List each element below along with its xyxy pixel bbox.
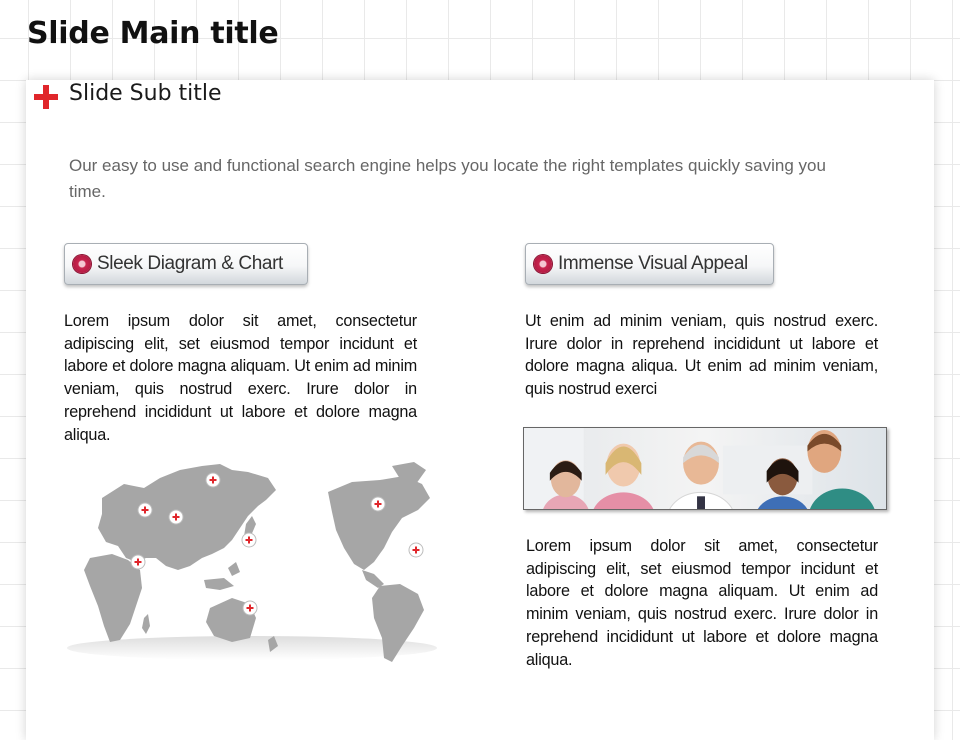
map-pin-icon bbox=[371, 497, 385, 511]
heading-label: Sleek Diagram & Chart bbox=[97, 253, 283, 274]
heading-label: Immense Visual Appeal bbox=[558, 253, 748, 274]
heading-visual-appeal bbox=[525, 243, 774, 285]
dot-icon bbox=[534, 255, 552, 273]
map-pin-icon bbox=[242, 533, 256, 547]
map-pin-icon bbox=[138, 503, 152, 517]
dot-icon bbox=[73, 255, 91, 273]
map-pin-icon bbox=[409, 543, 423, 557]
team-photo bbox=[523, 427, 887, 510]
content-panel bbox=[26, 80, 934, 740]
world-map bbox=[62, 458, 452, 668]
intro-text: Our easy to use and functional search engine helps you locate the right templates quickly saving you time. bbox=[69, 156, 826, 201]
slide-title: Slide Main title bbox=[27, 16, 279, 51]
map-pin-icon bbox=[169, 510, 183, 524]
right-paragraph-top: Ut enim ad minim veniam, quis nostrud exerc. Irure dolor in reprehend incididunt ut labore et dolore magna aliqua. Ut enim ad minim veniam, quis nostrud exerci bbox=[525, 312, 878, 399]
left-paragraph: Lorem ipsum dolor sit amet, consectetur adipiscing elit, set eiusmod tempor incidunt et labore et dolore magna aliquam. Ut enim ad minim veniam, quis nostrud exerc. Irure dolor in reprehend incididunt ut labore et dolore magna aliqua. bbox=[64, 312, 417, 444]
map-pin-icon bbox=[131, 555, 145, 569]
slide-subtitle: Slide Sub title bbox=[69, 81, 222, 106]
heading-sleek-diagram bbox=[64, 243, 308, 285]
map-pin-icon bbox=[206, 473, 220, 487]
plus-icon bbox=[34, 85, 58, 109]
map-pin-icon bbox=[243, 601, 257, 615]
right-paragraph-bottom: Lorem ipsum dolor sit amet, consectetur adipiscing elit, set eiusmod tempor incidunt et labore et dolore magna aliquam. Ut enim ad minim veniam, quis nostrud exerc. Irure dolor in reprehend incididunt ut labore et dolore magna aliqua. bbox=[526, 537, 878, 669]
